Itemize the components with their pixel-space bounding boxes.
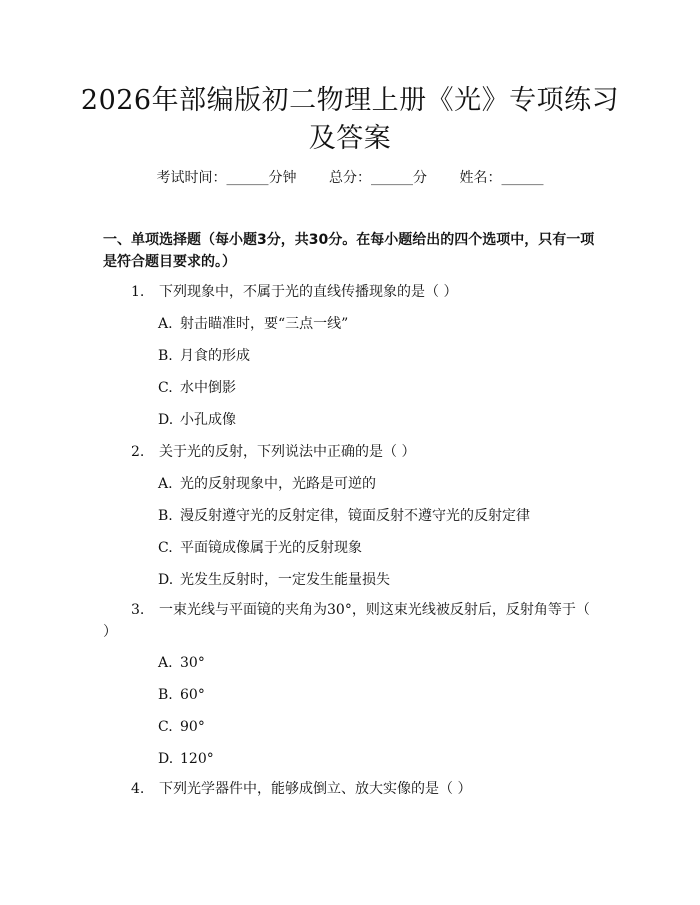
question-3	[103, 599, 593, 643]
option-text: 月食的形成	[180, 348, 250, 364]
option-letter: D.	[158, 412, 174, 428]
option-letter: B.	[158, 687, 173, 703]
option-letter: A.	[158, 476, 173, 492]
option-letter: D.	[158, 572, 174, 588]
question-stem: 关于光的反射，下列说法中正确的是（ ）	[159, 444, 416, 460]
option-text: 小孔成像	[180, 412, 236, 428]
option-text: 射击瞄准时，要“三点一线”	[180, 316, 349, 332]
option-text: 60°	[180, 687, 205, 703]
question-number: 2.	[131, 444, 145, 460]
option-text: 90°	[180, 719, 205, 735]
option-3b	[158, 685, 205, 705]
option-letter: B.	[158, 508, 173, 524]
question-number: 3.	[131, 602, 145, 618]
option-1a	[158, 314, 348, 334]
option-2b	[158, 506, 530, 526]
question-stem: 下列光学器件中，能够成倒立、放大实像的是（ ）	[159, 781, 472, 797]
option-text: 光的反射现象中，光路是可逆的	[180, 476, 376, 492]
exam-info	[0, 168, 700, 188]
option-letter: C.	[158, 719, 173, 735]
student-name-field: 姓名：______	[459, 170, 544, 186]
option-1d	[158, 410, 236, 430]
option-3a	[158, 653, 205, 673]
option-3d	[158, 749, 214, 769]
exam-time-field: 考试时间：______分钟	[156, 170, 297, 186]
question-1	[131, 282, 601, 302]
option-3c	[158, 717, 205, 737]
question-4	[131, 779, 601, 799]
option-letter: B.	[158, 348, 173, 364]
question-2	[131, 442, 601, 462]
option-text: 30°	[180, 655, 205, 671]
option-text: 120°	[180, 751, 214, 767]
option-letter: C.	[158, 540, 173, 556]
option-text: 漫反射遵守光的反射定律，镜面反射不遵守光的反射定律	[180, 508, 530, 524]
option-letter: A.	[158, 316, 173, 332]
option-2d	[158, 570, 390, 590]
option-2c	[158, 538, 362, 558]
option-letter: D.	[158, 751, 174, 767]
question-number: 1.	[131, 284, 145, 300]
section-heading: 一、单项选择题（每小题3分，共30分。在每小题给出的四个选项中，只有一项是符合题目要求的。）	[103, 232, 595, 270]
option-letter: A.	[158, 655, 173, 671]
question-stem: 下列现象中，不属于光的直线传播现象的是（ ）	[159, 284, 458, 300]
option-letter: C.	[158, 380, 173, 396]
option-text: 水中倒影	[180, 380, 236, 396]
total-score-field: 总分：______分	[329, 170, 427, 186]
option-1b	[158, 346, 250, 366]
option-text: 光发生反射时，一定发生能量损失	[180, 572, 390, 588]
option-1c	[158, 378, 236, 398]
question-stem: 一束光线与平面镜的夹角为30°，则这束光线被反射后，反射角等于（ ）	[103, 602, 590, 640]
option-text: 平面镜成像属于光的反射现象	[180, 540, 362, 556]
option-2a	[158, 474, 376, 494]
question-number: 4.	[131, 781, 145, 797]
document-title: 2026年部编版初二物理上册《光》专项练习及答案	[80, 85, 620, 154]
